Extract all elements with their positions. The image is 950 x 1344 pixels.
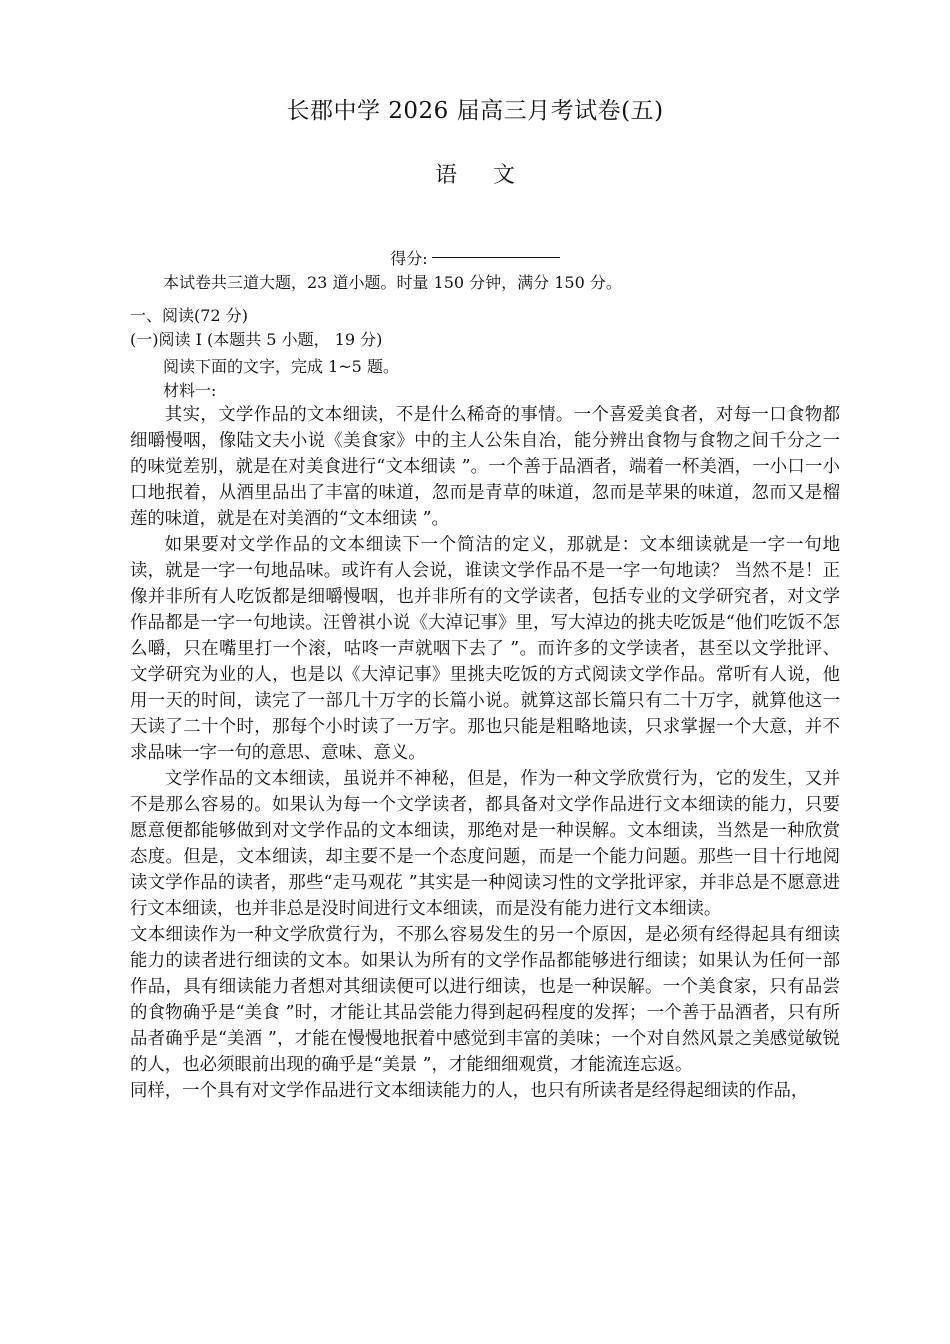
score-field	[0, 246, 950, 269]
material-label: 材料一:	[163, 381, 217, 400]
subject-title: 语文	[434, 163, 551, 188]
exam-instructions: 本试卷共三道大题，23 道小题。时量 150 分钟，满分 150 分。	[163, 273, 622, 292]
reading-passage	[130, 402, 840, 1104]
subsection-heading: (一)阅读 Ⅰ (本题共 5 小题， 19 分)	[130, 330, 383, 349]
passage-paragraph: 如果要对文学作品的文本细读下一个简洁的定义，那就是：文本细读就是一字一句地读，就是一字一句地品味。或许有人会说，谁读文学作品不是一字一句地读？ 当然不是！正像并非所有人吃饭都是细嚼慢咽，也并非所有的文学读者，包括专业的文学研究者，对文学作品都是一字一句地读。汪曾祺小说《大淖记事》里，写大淖边的挑夫吃饭是“他们吃饭不怎么嚼，只在嘴里打一个滚，咕咚一声就咽下去了 ”。而许多的文学读者，甚至以文学批评、文学研究为业的人，也是以《大淖记事》里挑夫吃饭的方式阅读文学作品。常听有人说，他用一天的时间，读完了一部几十万字的长篇小说。就算这部长篇只有二十万字，就算他这一天读了二十个时，那每个小时读了一万字。那也只能是粗略地读，只求掌握一个大意，并不求品味一字一句的意思、意味、意义。	[130, 535, 840, 763]
passage-paragraph: 文学作品的文本细读，虽说并不神秘，但是，作为一种文学欣赏行为，它的发生，又并不是那么容易的。如果认为每一个文学读者，都具备对文学作品进行文本细读的能力，只要愿意便都能够做到对文学作品的文本细读，那绝对是一种误解。文本细读，当然是一种欣赏态度。但是，文本细读，却主要不是一个态度问题，而是一个能力问题。那些一目十行地阅读文学作品的读者，那些“走马观花 ”其实是一种阅读习性的文学批评家，并非总是不愿意进行文本细读，也并非总是没时间进行文本细读，而是没有能力进行文本细读。	[130, 769, 840, 919]
passage-paragraph: 文本细读作为一种文学欣赏行为，不那么容易发生的另一个原因，是必须有经得起具有细读能力的读者进行细读的文本。如果认为所有的文学作品都能够进行细读；如果认为任何一部作品，具有细读能力者想对其细读便可以进行细读，也是一种误解。一个美食家，只有品尝的食物确乎是“美食 ”时，才能让其品尝能力得到起码程度的发挥；一个善于品酒者，只有所品者确乎是“美酒 ”，才能在慢慢地抿着中感觉到丰富的美味；一个对自然风景之美感觉敏锐的人，也必须眼前出现的确乎是“美景 ”，才能细细观赏，才能流连忘返。	[130, 925, 840, 1075]
passage-paragraph: 其实，文学作品的文本细读，不是什么稀奇的事情。一个喜爱美食者，对每一口食物都细嚼慢咽，像陆文夫小说《美食家》中的主人公朱自冶，能分辨出食物与食物之间千分之一的味觉差别，就是在对美食进行“文本细读 ”。一个善于品酒者，端着一杯美酒，一小口一小口地抿着，从酒里品出了丰富的味道，忽而是青草的味道，忽而是苹果的味道，忽而又是榴莲的味道，就是在对美酒的“文本细读 ”。	[130, 405, 840, 529]
passage-paragraph: 同样，一个具有对文学作品进行文本细读能力的人，也只有所读者是经得起细读的作品，	[130, 1081, 809, 1101]
section-heading: 一、阅读(72 分)	[130, 306, 248, 325]
score-label: 得分:	[390, 249, 428, 268]
score-blank-line	[432, 257, 560, 258]
task-instruction: 阅读下面的文字，完成 1~5 题。	[163, 357, 399, 376]
exam-title: 长郡中学 2026 届高三月考试卷(五)	[286, 98, 664, 124]
